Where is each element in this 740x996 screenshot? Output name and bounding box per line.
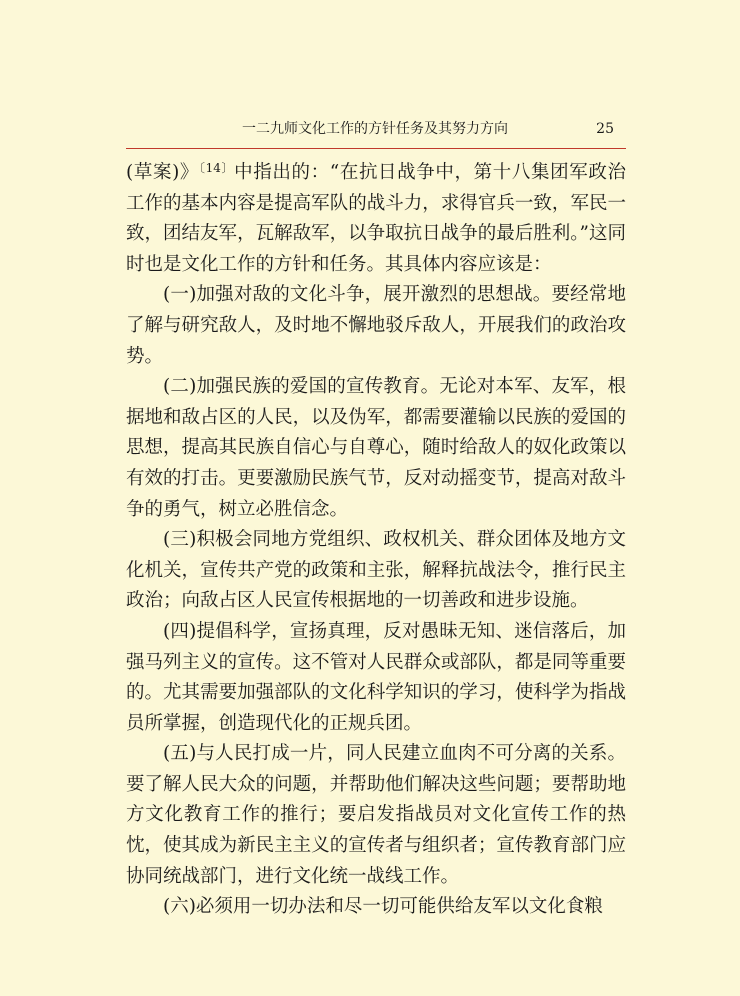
- paragraph-item-4: (四)提倡科学，宣扬真理，反对愚昧无知、迷信落后，加强马列主义的宣传。这不管对人民群众或部队，都是同等重要的。尤其需要加强部队的文化科学知识的学习，使科学为指战员所掌握，创造现代化的正规兵团。: [126, 620, 626, 734]
- paragraph-text-before-ref: (草案)》: [126, 162, 200, 183]
- paragraph-item-3: (三)积极会同地方党组织、政权机关、群众团体及地方文化机关，宣传共产党的政策和主张，解释抗战法令，推行民主政治；向敌占区人民宣传根据地的一切善政和进步设施。: [126, 529, 626, 612]
- paragraph-continued: [126, 158, 626, 280]
- paragraph-item-2: (二)加强民族的爱国的宣传教育。无论对本军、友军，根据地和敌占区的人民，以及伪军，都需要灌输以民族的爱国的思想，提高其民族自信心与自尊心，随时给敌人的奴化政策以有效的打击。更要激励民族气节，反对动摇变节，提高对敌斗争的勇气，树立必胜信念。: [126, 376, 626, 520]
- body-text: [126, 158, 626, 923]
- page-number: 25: [596, 121, 614, 137]
- reference-note-marker: 〔14〕: [199, 161, 235, 175]
- paragraph-item-1: (一)加强对敌的文化斗争，展开激烈的思想战。要经常地了解与研究敌人，及时地不懈地驳斥敌人，开展我们的政治攻势。: [126, 284, 626, 367]
- running-title: 一二九师文化工作的方针任务及其努力方向: [242, 121, 508, 137]
- paragraph-text-after-ref: 中指出的：“在抗日战争中，第十八集团军政治工作的基本内容是提高军队的战斗力，求得官兵一致，军民一致，团结友军，瓦解敌军，以争取抗日战争的最后胜利。”这同时也是文化工作的方针和任务。其具体内容应该是：: [126, 162, 626, 275]
- header-rule: [126, 148, 626, 149]
- paragraph-item-6: (六)必须用一切办法和尽一切可能供给友军以文化食粮: [163, 896, 603, 918]
- running-head: [126, 118, 626, 140]
- paragraph-item-5: (五)与人民打成一片，同人民建立血肉不可分离的关系。要了解人民大众的问题，并帮助他们解决这些问题；要帮助地方文化教育工作的推行；要启发指战员对文化宣传工作的热忱，使其成为新民主主义的宣传者与组织者；宣传教育部门应协同统战部门，进行文化统一战线工作。: [126, 743, 626, 887]
